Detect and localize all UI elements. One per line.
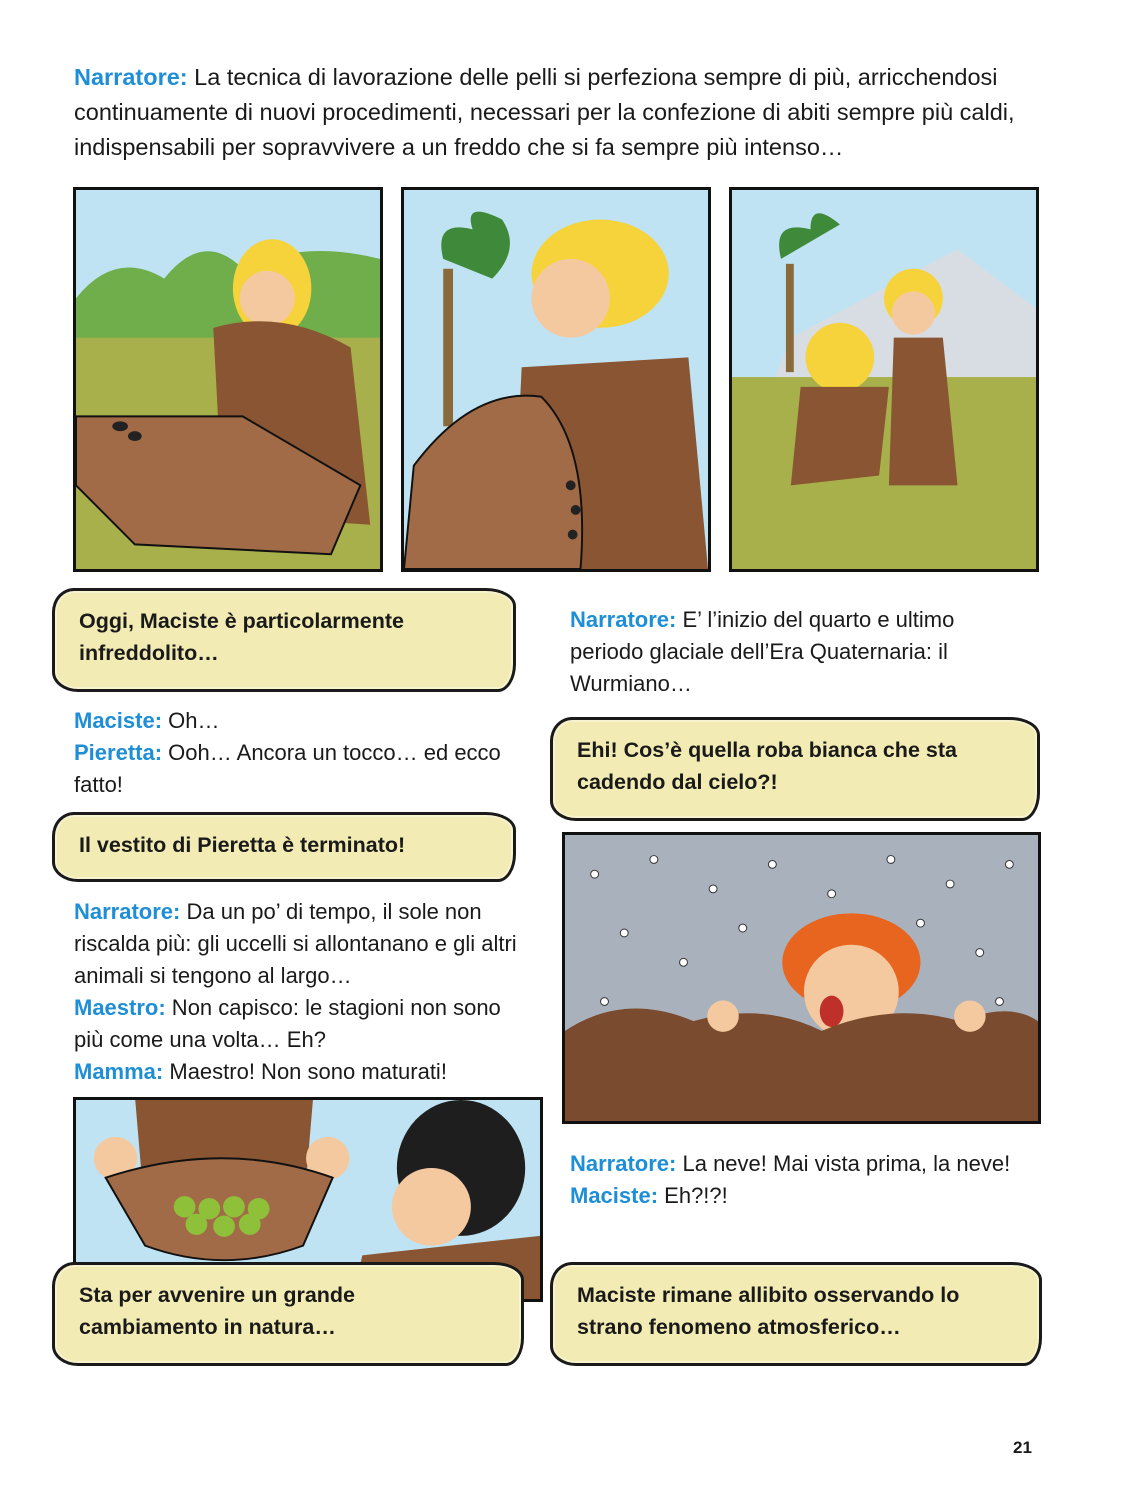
dialogue-block-1 xyxy=(74,705,514,801)
caption-cambiamento xyxy=(52,1262,524,1366)
caption-text: Oggi, Maciste è particolarmente infreddolito… xyxy=(79,609,404,665)
speaker-label: Narratore: xyxy=(570,607,677,632)
dialogue-line-narratore xyxy=(570,604,1020,700)
page-number: 21 xyxy=(1013,1438,1032,1457)
dialogue-text: E’ l’inizio del quarto e ultimo periodo glaciale dell’Era Quaternaria: il Wurmiano… xyxy=(570,607,955,696)
illustration-woman-biting-fur xyxy=(404,190,708,569)
illustration-snowfall xyxy=(565,835,1038,1121)
speaker-label: Mamma: xyxy=(74,1059,164,1084)
dialogue-block-2 xyxy=(74,896,519,1088)
dialogue-line-narratore xyxy=(74,896,519,992)
panel-sewing-fur xyxy=(401,187,711,572)
speaker-label: Maciste: xyxy=(570,1183,659,1208)
dialogue-block-3 xyxy=(570,604,1020,700)
dialogue-text: Eh?!?! xyxy=(658,1183,728,1208)
illustration-fitting-dress xyxy=(732,190,1036,569)
speaker-label: Maciste: xyxy=(74,708,163,733)
dialogue-text: Non capisco: le stagioni non sono più come una volta… Eh? xyxy=(74,995,501,1052)
narration-text: La tecnica di lavorazione delle pelli si perfeziona sempre di più, arricchendosi continuamente di nuovi procedimenti, necessari per la confezione di abiti sempre più caldi, indispensabili per sopravvivere a un freddo che si fa sempre più intenso… xyxy=(74,64,1015,160)
speaker-label: Narratore: xyxy=(570,1151,677,1176)
dialogue-line-narratore xyxy=(570,1148,1020,1180)
caption-maciste-allibito xyxy=(550,1262,1042,1366)
dialogue-line-maciste xyxy=(570,1180,1020,1212)
dialogue-text: Da un po’ di tempo, il sole non riscalda più: gli uccelli si allontanano e gli altri animali si tengono al largo… xyxy=(74,899,517,988)
dialogue-text: Oh… xyxy=(162,708,220,733)
panel-snow xyxy=(562,832,1041,1124)
dialogue-line-pieretta xyxy=(74,737,514,801)
caption-text: Ehi! Cos’è quella roba bianca che sta cadendo dal cielo?! xyxy=(577,738,957,794)
dialogue-text: Ooh… Ancora un tocco… ed ecco fatto! xyxy=(74,740,501,797)
dialogue-line-mamma xyxy=(74,1056,519,1088)
dialogue-text: Maestro! Non sono maturati! xyxy=(163,1059,447,1084)
caption-text: Sta per avvenire un grande cambiamento in natura… xyxy=(79,1283,356,1339)
dialogue-line-maciste xyxy=(74,705,514,737)
illustration-woman-scraping-hide xyxy=(76,190,380,569)
caption-infreddolito xyxy=(52,588,516,692)
caption-text: Il vestito di Pieretta è terminato! xyxy=(79,833,406,857)
speaker-label: Narratore: xyxy=(74,899,181,924)
caption-roba-bianca xyxy=(550,717,1040,821)
speaker-label: Maestro: xyxy=(74,995,166,1020)
dialogue-block-4 xyxy=(570,1148,1020,1212)
caption-vestito-terminato xyxy=(52,812,516,882)
intro-narration xyxy=(74,60,1064,165)
dialogue-text: La neve! Mai vista prima, la neve! xyxy=(676,1151,1011,1176)
speaker-label: Pieretta: xyxy=(74,740,163,765)
caption-text: Maciste rimane allibito osservando lo strano fenomeno atmosferico… xyxy=(577,1283,960,1339)
dialogue-line-maestro xyxy=(74,992,519,1056)
panel-fitting-dress xyxy=(729,187,1039,572)
panel-scraping-hide xyxy=(73,187,383,572)
speaker-label: Narratore: xyxy=(74,64,188,90)
